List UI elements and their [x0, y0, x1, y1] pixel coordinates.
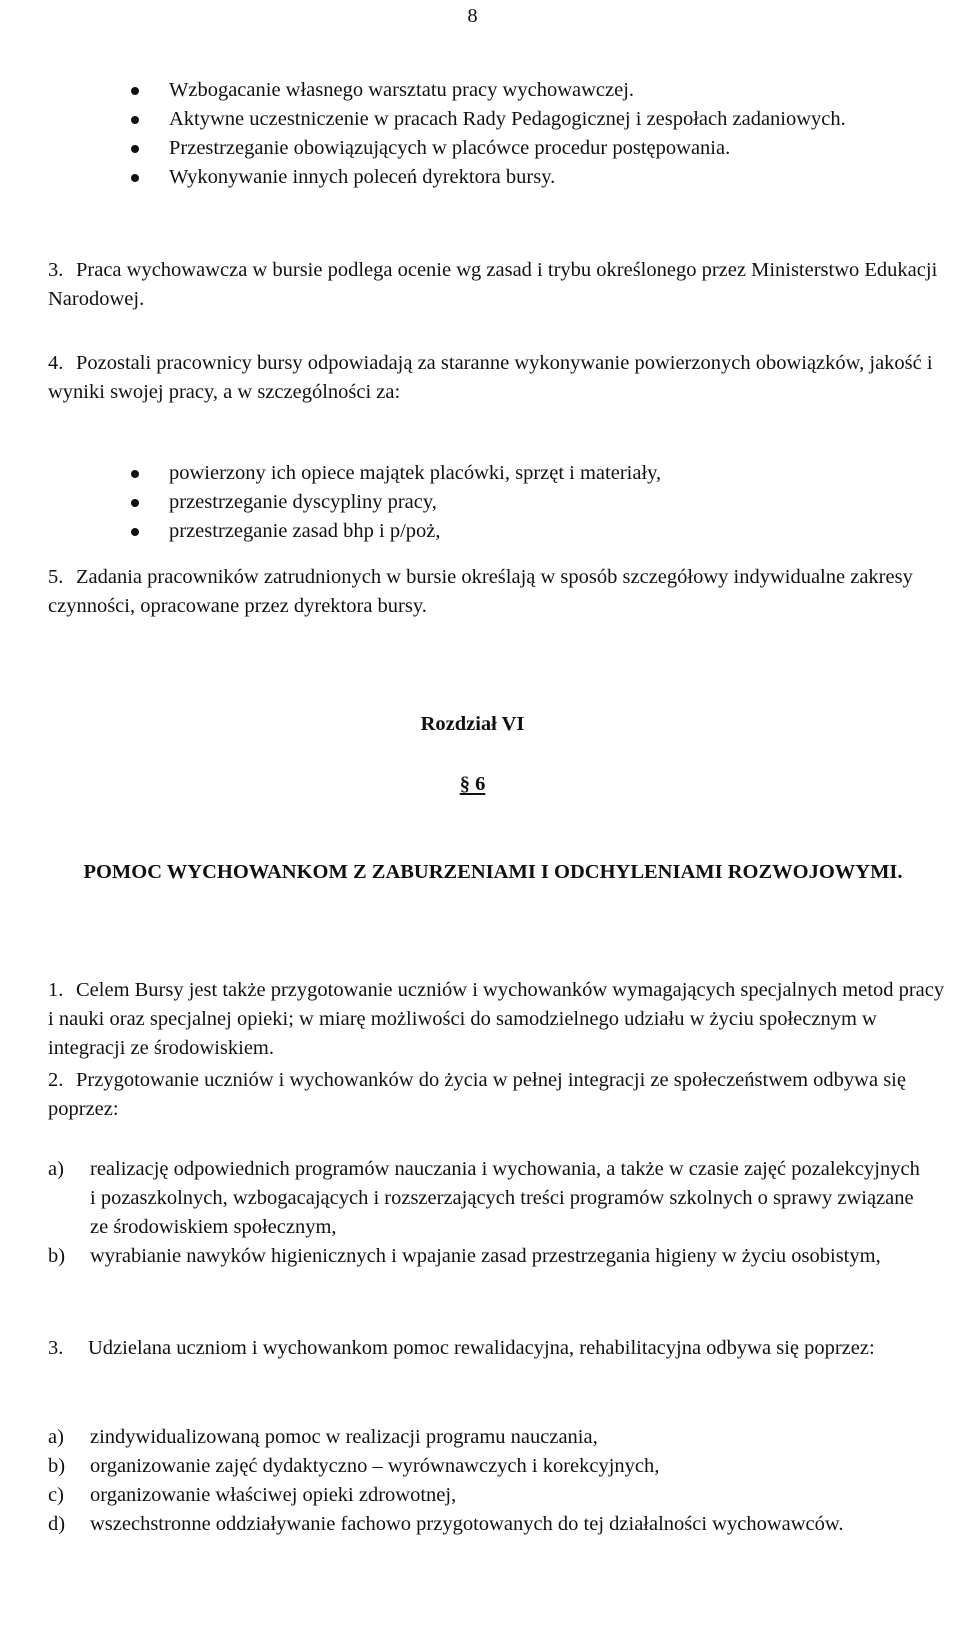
- list-item: przestrzeganie zasad bhp i p/poż,: [131, 517, 891, 546]
- paragraph-5: [48, 563, 948, 621]
- list-item: [48, 1481, 928, 1510]
- list-item: przestrzeganie dyscypliny pracy,: [131, 488, 891, 517]
- paragraph-3b: [48, 1334, 948, 1363]
- list-item: [48, 1510, 928, 1539]
- list-item: [48, 1452, 928, 1481]
- list-item: powierzony ich opiece majątek placówki, sprzęt i materiały,: [131, 459, 891, 488]
- item-label: c): [48, 1484, 64, 1506]
- item-text: organizowanie zajęć dydaktyczno – wyrównawczych i korekcyjnych,: [90, 1455, 660, 1477]
- list-item: [48, 1242, 928, 1271]
- item-text: organizowanie właściwej opieki zdrowotnej,: [90, 1484, 457, 1506]
- item-label: d): [48, 1513, 66, 1535]
- paragraph-3: [48, 256, 948, 314]
- paragraph-text: Zadania pracowników zatrudnionych w bursie określają w sposób szczegółowy indywidualne zakresy czynności, opracowane przez dyrektora bursy.: [48, 566, 913, 617]
- item-label: a): [48, 1158, 64, 1180]
- item-text: zindywidualizowaną pomoc w realizacji programu nauczania,: [90, 1426, 598, 1448]
- paragraph-number: 3.: [48, 259, 64, 281]
- item-text: wyrabianie nawyków higienicznych i wpajanie zasad przestrzegania higieny w życiu osobistym,: [90, 1245, 881, 1267]
- item-label: b): [48, 1455, 66, 1477]
- paragraph-text: Celem Bursy jest także przygotowanie uczniów i wychowanków wymagających specjalnych metod pracy i nauki oraz specjalnej opieki; w miarę możliwości do samodzielnego udziału w życiu społecznym w integracji ze środowiskiem.: [48, 979, 945, 1059]
- paragraph-number: 5.: [48, 566, 64, 588]
- paragraph-text: Praca wychowawcza w bursie podlega ocenie wg zasad i trybu określonego przez Ministerstwo Edukacji Narodowej.: [48, 259, 938, 310]
- list-item: Wykonywanie innych poleceń dyrektora bursy.: [131, 163, 931, 192]
- duties-bullet-list: [131, 76, 931, 192]
- section-label: § 6: [459, 773, 486, 795]
- list-item: [48, 1155, 928, 1242]
- paragraph-number: 1.: [48, 979, 64, 1001]
- paragraph-1: [48, 976, 948, 1063]
- section-number: [0, 770, 945, 799]
- section-heading: POMOC WYCHOWANKOM Z ZABURZENIAMI I ODCHYLENIAMI ROZWOJOWYMI.: [83, 861, 903, 883]
- list-item: [48, 1423, 928, 1452]
- paragraph-4: [48, 349, 948, 407]
- page-number: 8: [467, 5, 478, 27]
- paragraph-text: Przygotowanie uczniów i wychowanków do życia w pełnej integracji ze społeczeństwem odbywa się poprzez:: [48, 1069, 906, 1120]
- item-text: wszechstronne oddziaływanie fachowo przygotowanych do tej działalności wychowawców.: [90, 1513, 844, 1535]
- paragraph-number: 2.: [48, 1069, 64, 1091]
- responsibilities-bullet-list: [131, 459, 891, 546]
- paragraph-number: 4.: [48, 352, 64, 374]
- paragraph-text: Pozostali pracownicy bursy odpowiadają za staranne wykonywanie powierzonych obowiązków, jakość i wyniki swojej pracy, a w szczególności za:: [48, 352, 933, 403]
- rehabilitation-lettered-list: [48, 1423, 928, 1539]
- list-item: Wzbogacanie własnego warsztatu pracy wychowawczej.: [131, 76, 931, 105]
- paragraph-number: 3.: [48, 1337, 64, 1359]
- integration-lettered-list: [48, 1155, 928, 1271]
- paragraph-text: Udzielana uczniom i wychowankom pomoc rewalidacyjna, rehabilitacyjna odbywa się poprzez:: [88, 1337, 875, 1359]
- item-text: realizację odpowiednich programów nauczania i wychowania, a także w czasie zajęć pozalekcyjnych i pozaszkolnych, wzbogacających i rozszerzających treści programów szkolnych o sprawy związane ze środowiskiem społecznym,: [90, 1158, 920, 1238]
- list-item: Aktywne uczestniczenie w pracach Rady Pedagogicznej i zespołach zadaniowych.: [131, 105, 931, 134]
- item-label: b): [48, 1245, 66, 1267]
- list-item: Przestrzeganie obowiązujących w placówce procedur postępowania.: [131, 134, 931, 163]
- paragraph-2: [48, 1066, 948, 1124]
- item-label: a): [48, 1426, 64, 1448]
- chapter-title: Rozdział VI: [420, 713, 525, 735]
